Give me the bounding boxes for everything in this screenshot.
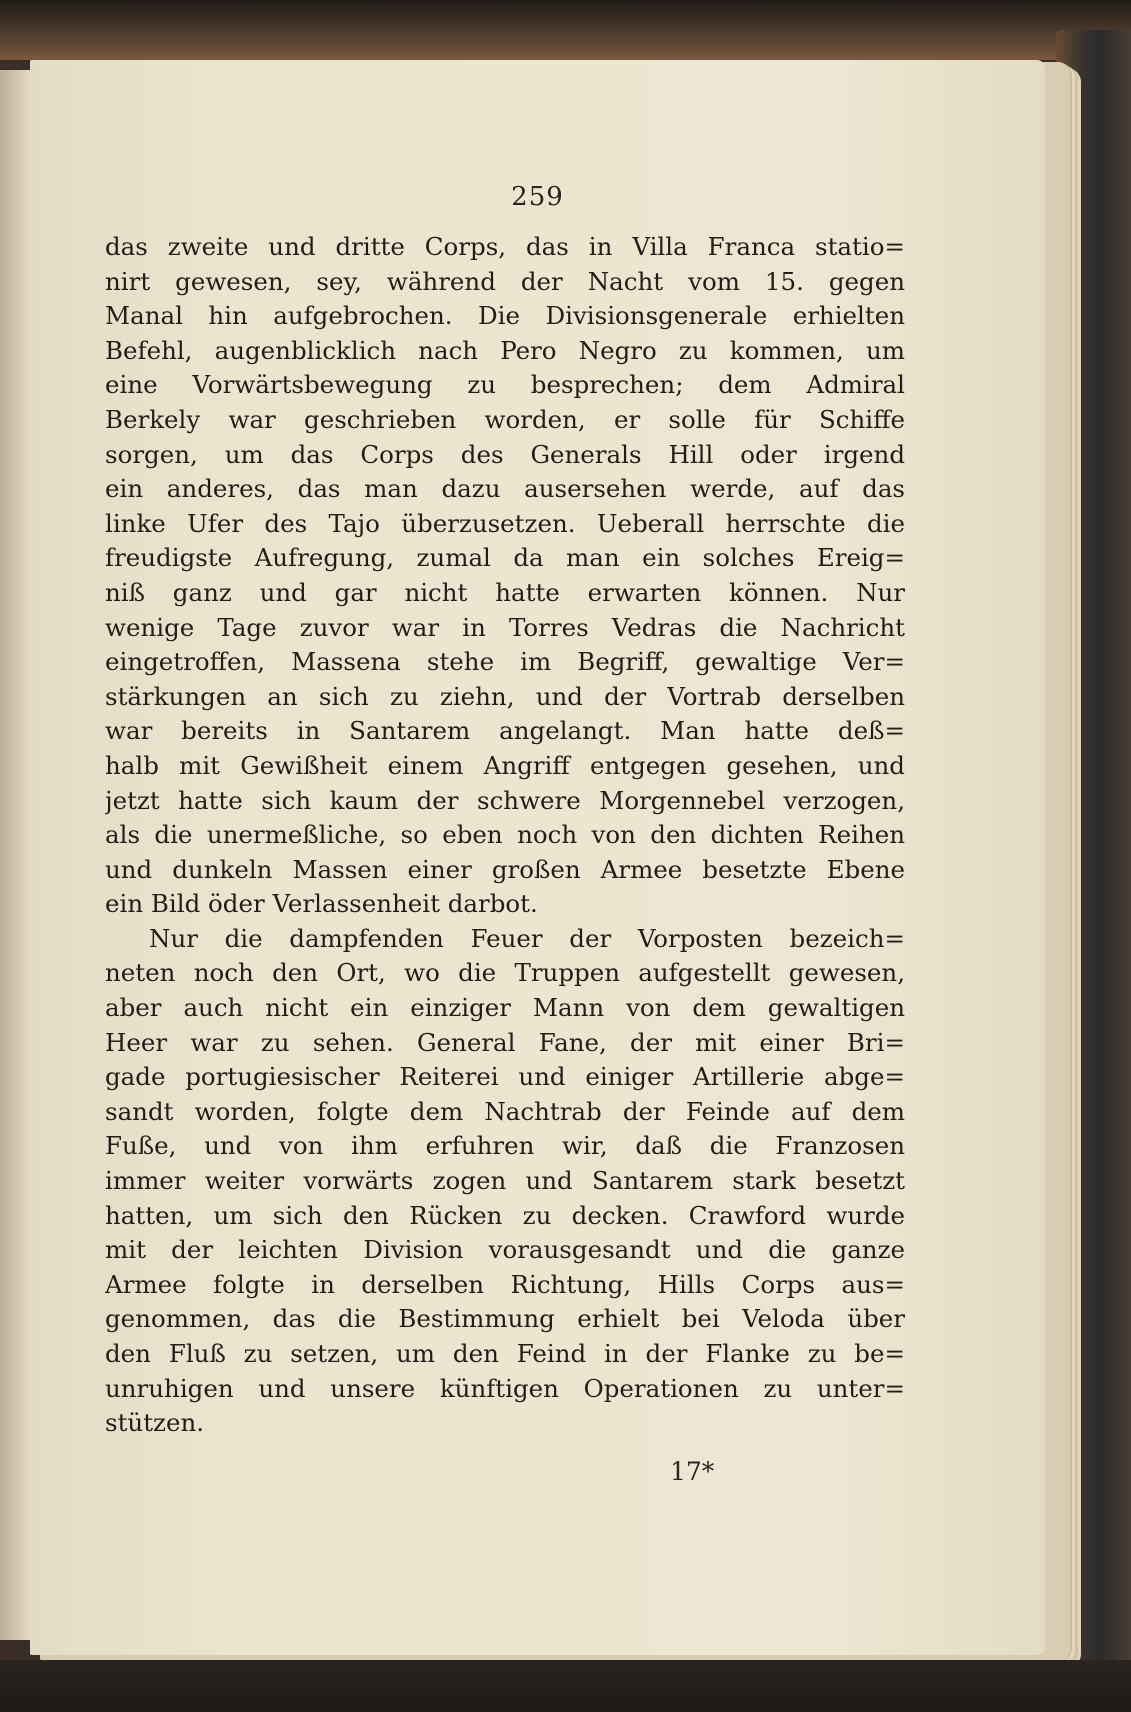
text-line: genommen, das die Bestimmung erhielt bei Veloda über <box>105 1304 905 1334</box>
text-line: eingetroffen, Massena stehe im Begriff, gewaltige Ver= <box>105 647 905 677</box>
paragraph-end-line: ein Bild öder Verlassenheit darbot. <box>105 889 538 919</box>
text-line: stärkungen an sich zu ziehn, und der Vortrab derselben <box>105 681 905 711</box>
text-line: niß ganz und gar nicht hatte erwarten können. Nur <box>105 577 905 607</box>
text-line: den Fluß zu setzen, um den Feind in der Flanke zu be= <box>105 1339 905 1368</box>
text-line: jetzt hatte sich kaum der schwere Morgennebel verzogen, <box>105 785 905 815</box>
book-page <box>30 60 1045 1655</box>
text-line: aber auch nicht ein einziger Mann von dem gewaltigen <box>105 993 905 1023</box>
text-line: mit der leichten Division vorausgesandt und die ganze <box>105 1235 905 1265</box>
text-line: gade portugiesischer Reiterei und einiger Artillerie abge= <box>105 1062 905 1092</box>
cover-top-edge <box>0 0 1131 60</box>
text-line: Befehl, augenblicklich nach Pero Negro zu kommen, um <box>105 335 905 365</box>
text-line: Manal hin aufgebrochen. Die Divisionsgenerale erhielten <box>105 301 905 331</box>
cover-bottom-edge <box>0 1660 1131 1712</box>
text-line: unruhigen und unsere künftigen Operationen zu unter= <box>105 1373 905 1403</box>
text-line: hatten, um sich den Rücken zu decken. Crawford wurde <box>105 1200 905 1230</box>
text-line: linke Ufer des Tajo überzusetzen. Ueberall herrschte die <box>105 508 905 538</box>
text-line: nirt gewesen, sey, während der Nacht vom 15. gegen <box>105 266 905 296</box>
text-line: sorgen, um das Corps des Generals Hill oder irgend <box>105 439 905 469</box>
body-text <box>105 230 905 1441</box>
text-line: Fuße, und von ihm erfuhren wir, daß die Franzosen <box>105 1131 905 1161</box>
text-line: halb mit Gewißheit einem Angriff entgegen gesehen, und <box>105 750 905 780</box>
text-line: das zweite und dritte Corps, das in Villa Franca statio= <box>105 232 905 261</box>
text-line: Berkely war geschrieben worden, er solle für Schiffe <box>105 404 905 434</box>
text-line: war bereits in Santarem angelangt. Man hatte deß= <box>105 716 905 746</box>
text-line: eine Vorwärtsbewegung zu besprechen; dem Admiral <box>105 370 905 400</box>
page-number: 259 <box>511 182 564 212</box>
sheet-signature: 17* <box>670 1457 715 1486</box>
text-line: als die unermeßliche, so eben noch von den dichten Reihen <box>105 820 905 850</box>
text-line: immer weiter vorwärts zogen und Santarem stark besetzt <box>105 1166 905 1196</box>
facing-page-edge <box>0 70 30 1640</box>
text-line: Armee folgte in derselben Richtung, Hills Corps aus= <box>105 1269 905 1299</box>
paragraph-end-line: stützen. <box>105 1408 205 1438</box>
text-line: freudigste Aufregung, zumal da man ein solches Ereig= <box>105 543 905 573</box>
paragraph-start-line: Nur die dampfenden Feuer der Vorposten bezeich= <box>149 923 905 953</box>
text-line: ein anderes, das man dazu ausersehen werde, auf das <box>105 474 905 504</box>
text-line: neten noch den Ort, wo die Truppen aufgestellt gewesen, <box>105 958 905 988</box>
text-line: wenige Tage zuvor war in Torres Vedras die Nachricht <box>105 612 905 642</box>
text-line: Heer war zu sehen. General Fane, der mit einer Bri= <box>105 1027 905 1057</box>
text-line: sandt worden, folgte dem Nachtrab der Feinde auf dem <box>105 1096 905 1126</box>
text-line: und dunkeln Massen einer großen Armee besetzte Ebene <box>105 854 905 884</box>
